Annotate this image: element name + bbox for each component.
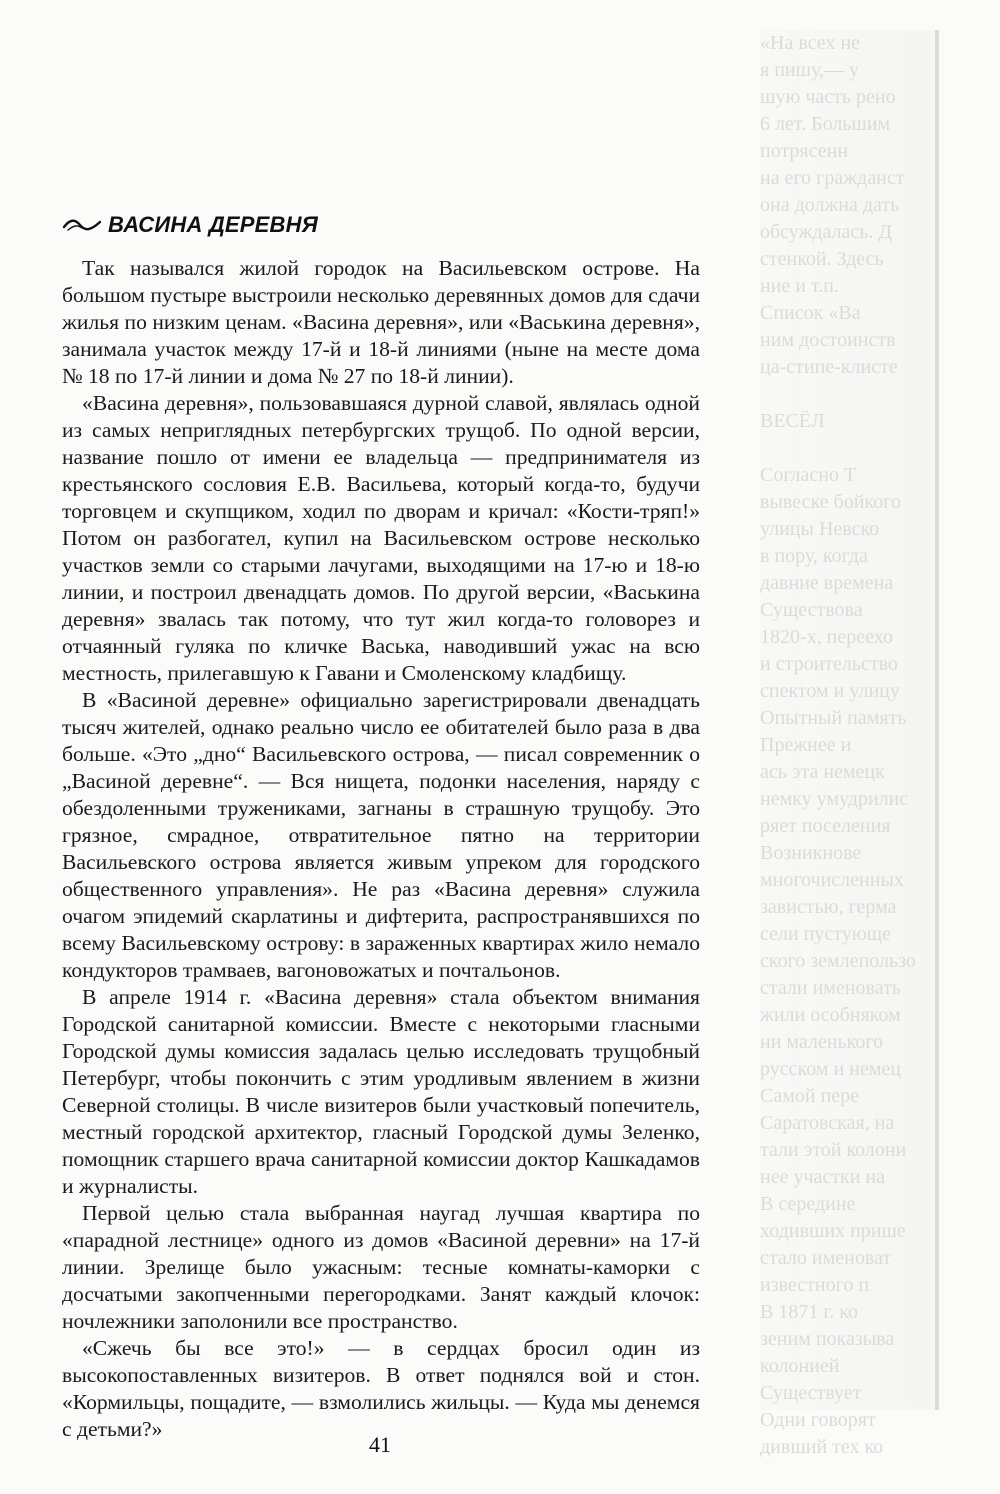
bleed-through-line: Согласно Т	[760, 464, 857, 486]
bleed-through-line: обсуждалась. Д	[760, 221, 893, 243]
bleed-through-line: Опытный память	[760, 707, 907, 729]
bleed-through-line: В середине	[760, 1193, 856, 1215]
bleed-through-line: жили особняком	[760, 1004, 901, 1026]
bleed-through-line: на его гражданст	[760, 167, 905, 189]
bleed-through-line: ние и т.п.	[760, 275, 839, 297]
bleed-through-line: спектом и улицу	[760, 680, 900, 702]
bleed-through-line: Саратовская, на	[760, 1112, 895, 1134]
bleed-through-line: ни маленького	[760, 1031, 884, 1053]
bleed-through-line: колонией	[760, 1355, 840, 1377]
bleed-through-line: нее участки на	[760, 1166, 886, 1188]
bleed-through-line: тали этой колони	[760, 1139, 907, 1161]
section-title: ВАСИНА ДЕРЕВНЯ	[108, 212, 318, 237]
paragraph: «Васина деревня», пользовавшаяся дурной славой, являлась одной из самых неприглядных петербургских трущоб. По одной версии, название пошло от имени ее владельца — предпринимателя из крестьянского сословия Е.В. Васильева, который когда-то, будучи торговцем и скупщиком, ходил по дворам и кричал: «Кости-тряп!» Потом он разбогател, купил на Васильевском острове несколько участков земли со старыми лачугами, выходящими на 17-ю и 18-ю линии, и построил двенадцать домов. По другой версии, «Васькина деревня» звалась так потому, что тут жил когда-то головорез и отчаянный гуляка по кличке Васька, наводивший ужас на всю местность, прилегавшую к Гавани и Смоленскому кладбищу.	[62, 391, 700, 685]
bleed-through-line: зеним показыва	[760, 1328, 895, 1350]
bleed-through-line: многочисленных	[760, 869, 904, 891]
bleed-through-line: ского землепользо	[760, 950, 916, 972]
bleed-through-line: в пору, когда	[760, 545, 868, 567]
bleed-through-line: вывеске бойкого	[760, 491, 901, 513]
bleed-through-line: Существова	[760, 599, 863, 621]
bleed-through-text	[760, 30, 935, 1458]
page-edge-shadow	[935, 30, 939, 1410]
bleed-through-line: известного п	[760, 1274, 870, 1296]
paragraph: В апреле 1914 г. «Васина деревня» стала объектом внимания Городской санитарной комиссии. Вместе с некоторыми гласными Городской думы комиссия задалась целью исследовать трущобный Петербург, чтобы покончить с этим уродливым явлением в жизни Северной столицы. В числе визитеров были участковый попечитель, местный городской архитектор, гласный Городской думы Зеленко, помощник старшего врача санитарной комиссии доктор Кашкадамов и журналисты.	[62, 985, 700, 1198]
bleed-through-line: ходивших прише	[760, 1220, 906, 1242]
bleed-through-line: Прежнее и	[760, 734, 852, 756]
paragraph: «Сжечь бы все это!» — в сердцах бросил один из высокопоставленных визитеров. В ответ поднялся вой и стон. «Кормильцы, пощадите, — взмолились жильцы. — Куда мы денемся с детьми?»	[62, 1336, 700, 1441]
bleed-through-line: Существует	[760, 1382, 862, 1404]
bleed-through-line: улицы Невско	[760, 518, 880, 540]
bleed-through-line: шую часть рено	[760, 86, 896, 108]
bleed-through-line: русском и немец	[760, 1058, 901, 1080]
bleed-through-line: я пишу,— у	[760, 59, 860, 81]
bleed-through-line: стали именовать	[760, 977, 901, 999]
bleed-through-line: сели пустующе	[760, 923, 891, 945]
page-number: 41	[369, 1432, 391, 1457]
section-heading	[62, 212, 318, 238]
bleed-through-line	[760, 381, 935, 408]
bleed-through-line: стенкой. Здесь	[760, 248, 884, 270]
body-text	[62, 255, 700, 1443]
bleed-through-line: ца-стипе-клисте	[760, 356, 898, 378]
bleed-through-line: давние времена	[760, 572, 894, 594]
bleed-through-line: Список «Ва	[760, 302, 861, 324]
bleed-through-line: завистью, герма	[760, 896, 897, 918]
bleed-through-line: ВЕСЁЛ	[760, 410, 825, 432]
bleed-through-line: ась эта немецк	[760, 761, 885, 783]
bleed-through-line: немку умудрилис	[760, 788, 909, 810]
bleed-through-line: 1820-х, переехо	[760, 626, 893, 648]
bleed-through-line: Возникнове	[760, 842, 862, 864]
bleed-through-line: ряет поселения	[760, 815, 891, 837]
bleed-through-line: «На всех не	[760, 32, 860, 54]
bleed-through-line: Одни говорят	[760, 1409, 876, 1431]
bleed-through-line: Самой пере	[760, 1085, 860, 1107]
bleed-through-line: и строительство	[760, 653, 898, 675]
bleed-through-line: дивший тех ко	[760, 1436, 884, 1458]
bleed-through-line: В 1871 г. ко	[760, 1301, 858, 1323]
tilde-flourish-icon	[62, 216, 102, 234]
paragraph: В «Васиной деревне» официально зарегистрировали двенадцать тысяч жителей, однако реально число ее обитателей было раза в два больше. «Это „дно“ Васильевского острова, — писал современник о „Васиной деревне“. — Вся нищета, подонки населения, наряду с обездоленными тружениками, загнаны в страшную трущобу. Это грязное, смрадное, отвратительное пятно на территории Васильевского острова является живым упреком для городского общественного управления». Не раз «Васина деревня» служила очагом эпидемий скарлатины и дифтерита, распространявшихся по всему Васильевскому острову: в зараженных квартирах жило немало кондукторов трамваев, вагоновожатых и почтальонов.	[62, 688, 700, 982]
bleed-through-line: ним достоинств	[760, 329, 896, 351]
bleed-through-line: стало именоват	[760, 1247, 892, 1269]
bleed-through-line: потрясенн	[760, 140, 849, 162]
bleed-through-line	[760, 435, 935, 462]
paragraph: Первой целью стала выбранная наугад лучшая квартира по «парадной лестнице» одного из домов «Васиной деревни» на 17-й линии. Зрелище было ужасным: тесные комнаты-каморки с досчатыми закопченными перегородками. Занят каждый клочок: ночлежники заполонили все пространство.	[62, 1201, 700, 1333]
bleed-through-line: она должна дать	[760, 194, 900, 216]
bleed-through-line: 6 лет. Большим	[760, 113, 891, 135]
paragraph: Так назывался жилой городок на Васильевском острове. На большом пустыре выстроили несколько деревянных домов для сдачи жилья по низким ценам. «Васина деревня», или «Васькина деревня», занимала участок между 17-й и 18-й линиями (ныне на месте дома № 18 по 17-й линии и дома № 27 по 18-й линии).	[62, 256, 700, 388]
